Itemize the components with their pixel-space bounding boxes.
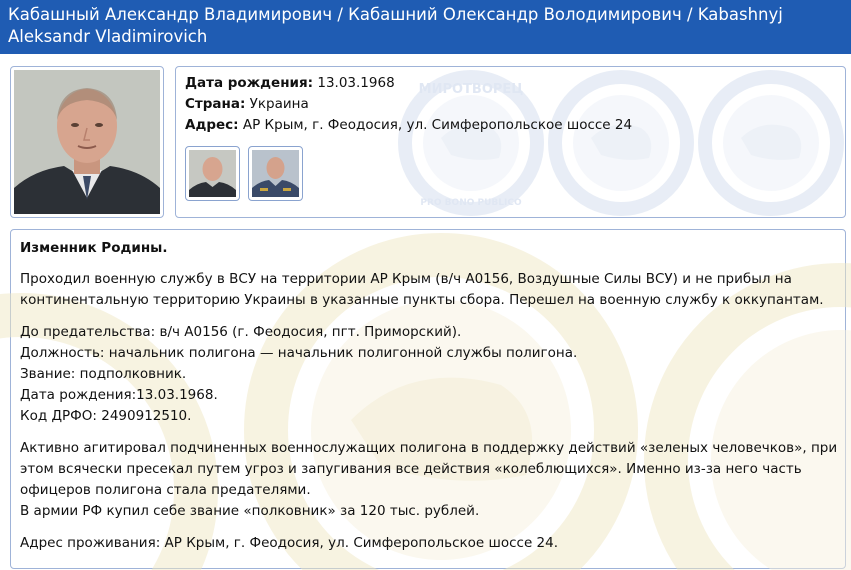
description-details (20, 322, 840, 427)
detail-rank: Звание: подполковник. (20, 366, 187, 382)
detail-drfo-code: Код ДРФО: 2490912510. (20, 408, 192, 424)
address-row (185, 115, 632, 136)
detail-before-betrayal: До предательства: в/ч А0156 (г. Феодосия, пгт. Приморский). (20, 324, 462, 340)
address-value: АР Крым, г. Феодосия, ул. Симферопольское шоссе 24 (242, 117, 633, 133)
description-heading: Изменник Родины. (20, 240, 168, 256)
thumbnail-2[interactable] (248, 146, 303, 201)
detail-position: Должность: начальник полигона — начальник полигонной службы полигона. (20, 345, 578, 361)
main-photo-frame[interactable] (10, 66, 164, 218)
birth-date-row (185, 73, 632, 94)
description-rank-purchase: В армии РФ купил себе звание «полковник» за 120 тыс. рублей. (20, 503, 480, 519)
description-agitation: Активно агитировал подчиненных военнослужащих полигона в поддержку действий «зеленых человечков», при этом всячески пресекал путем угроз и запугивания все действия «колеблющихся». Именно из-за него часть офицеров полигона стала предателями. (20, 440, 838, 498)
page-header (0, 0, 851, 54)
address-label: Адрес: (185, 117, 239, 133)
description-paragraph-3 (20, 438, 840, 522)
person-uniform-thumbnail-icon (252, 150, 299, 197)
thumbnail-1[interactable] (185, 146, 240, 201)
main-photo (14, 70, 160, 214)
birth-date-label: Дата рождения: (185, 75, 314, 91)
detail-birth-date: Дата рождения:13.03.1968. (20, 387, 218, 403)
country-row (185, 94, 632, 115)
description-panel (10, 229, 846, 569)
birth-date-value: 13.03.1968 (317, 75, 395, 91)
watermark-bottom-text: PRO BONO PUBLICO (420, 198, 522, 208)
watermark-top-text: МИРОТВОРЕЦ (418, 82, 524, 97)
photo-thumbnails (185, 146, 303, 201)
profile-info-panel (175, 66, 846, 218)
person-portrait-icon (14, 70, 160, 214)
country-value: Украина (249, 96, 309, 112)
person-thumbnail-icon (189, 150, 236, 197)
country-label: Страна: (185, 96, 246, 112)
description-text (20, 238, 840, 565)
profile-details (185, 73, 632, 136)
description-paragraph-1: Проходил военную службу в ВСУ на территории АР Крым (в/ч А0156, Воздушные Силы ВСУ) и не прибыл на континентальную территорию Украины в указанные пункты сбора. Перешел на военную службу к оккупантам. (20, 271, 824, 308)
description-residence: Адрес проживания: АР Крым, г. Феодосия, ул. Симферопольское шоссе 24. (20, 535, 559, 551)
page-title: Кабашный Александр Владимирович / Кабашний Олександр Володимирович / Kabashnyj Aleksandr Vladimirovich (8, 5, 783, 46)
